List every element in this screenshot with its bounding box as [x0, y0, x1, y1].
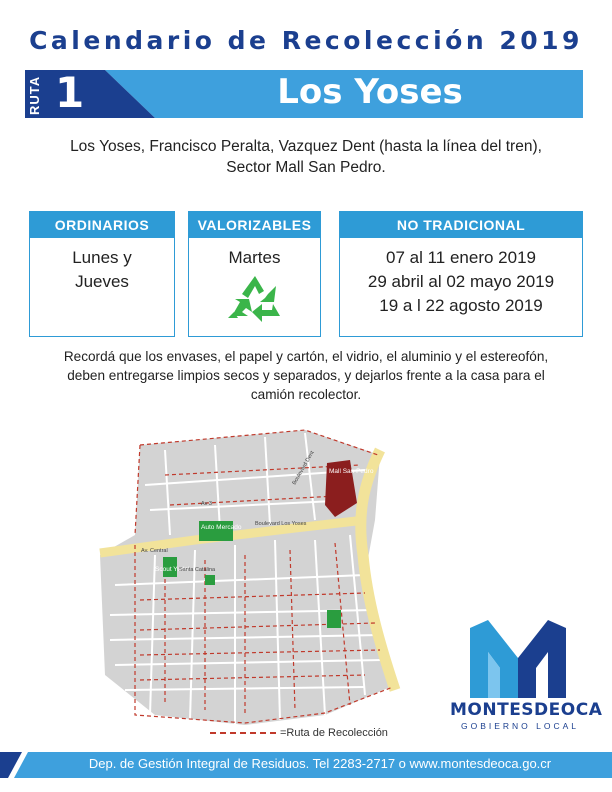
- route-map: [95, 425, 405, 735]
- map-label-santa: Santa Catalina: [179, 567, 216, 573]
- ordinarios-header: ORDINARIOS: [30, 212, 174, 238]
- map-label-blvd-dent: Boulevard Dent: [291, 450, 316, 486]
- no-tradicional-date-3: 19 a l 22 agosto 2019: [379, 296, 543, 315]
- no-tradicional-box: [339, 211, 583, 337]
- ruta-label: RUTA: [27, 75, 42, 115]
- legend-text: =Ruta de Recolección: [280, 727, 388, 739]
- footer-text[interactable]: Dep. de Gestión Integral de Residuos. Tel 2283-2717 o www.montesdeoca.go.cr: [88, 756, 552, 771]
- montes-de-oca-logo: [470, 620, 566, 698]
- logo-subtitle: GOBIERNO LOCAL: [460, 721, 580, 731]
- legend-dashed-line: [210, 732, 276, 734]
- no-tradicional-header: NO TRADICIONAL: [340, 212, 582, 238]
- route-description: [40, 136, 572, 178]
- ruta-number: 1: [55, 68, 85, 117]
- reminder-line-3: camión recolector.: [250, 387, 362, 402]
- valorizables-day: Martes: [228, 248, 281, 267]
- map-label-auto: Auto Mercado: [201, 524, 242, 531]
- map-label-av3: Av 3: [201, 501, 212, 507]
- reminder-line-1: Recordá que los envases, el papel y cartón, el vidrio, el aluminio y el estereofón,: [63, 349, 549, 364]
- recycle-icon: [224, 274, 286, 324]
- ordinarios-day-1: Lunes y: [72, 248, 132, 267]
- map-label-scout: Scout Yudel: [155, 566, 190, 573]
- reminder-line-2: deben entregarse limpios secos y separados, y dejarlos frente a la casa para el: [67, 368, 545, 383]
- ordinarios-box: [29, 211, 175, 337]
- logo-name: MONTESDEOCA: [450, 700, 603, 720]
- valorizables-box: [188, 211, 321, 337]
- map-legend: [210, 727, 388, 739]
- reminder-text: [30, 347, 582, 404]
- no-tradicional-date-1: 07 al 11 enero 2019: [386, 248, 536, 267]
- no-tradicional-date-2: 29 abril al 02 mayo 2019: [367, 272, 555, 291]
- ordinarios-day-2: Jueves: [75, 272, 129, 291]
- description-line-2: Sector Mall San Pedro.: [226, 159, 386, 176]
- map-label-mall: Mall San Pedro: [329, 468, 374, 475]
- map-label-av-central: Av. Central: [141, 548, 168, 554]
- map-label-blvd-yoses: Boulevard Los Yoses: [255, 521, 307, 527]
- valorizables-header: VALORIZABLES: [189, 212, 320, 238]
- page-title: Calendario de Recolección 2019: [29, 26, 583, 55]
- route-name: Los Yoses: [277, 72, 463, 112]
- description-line-1: Los Yoses, Francisco Peralta, Vazquez Dent (hasta la línea del tren),: [70, 138, 542, 155]
